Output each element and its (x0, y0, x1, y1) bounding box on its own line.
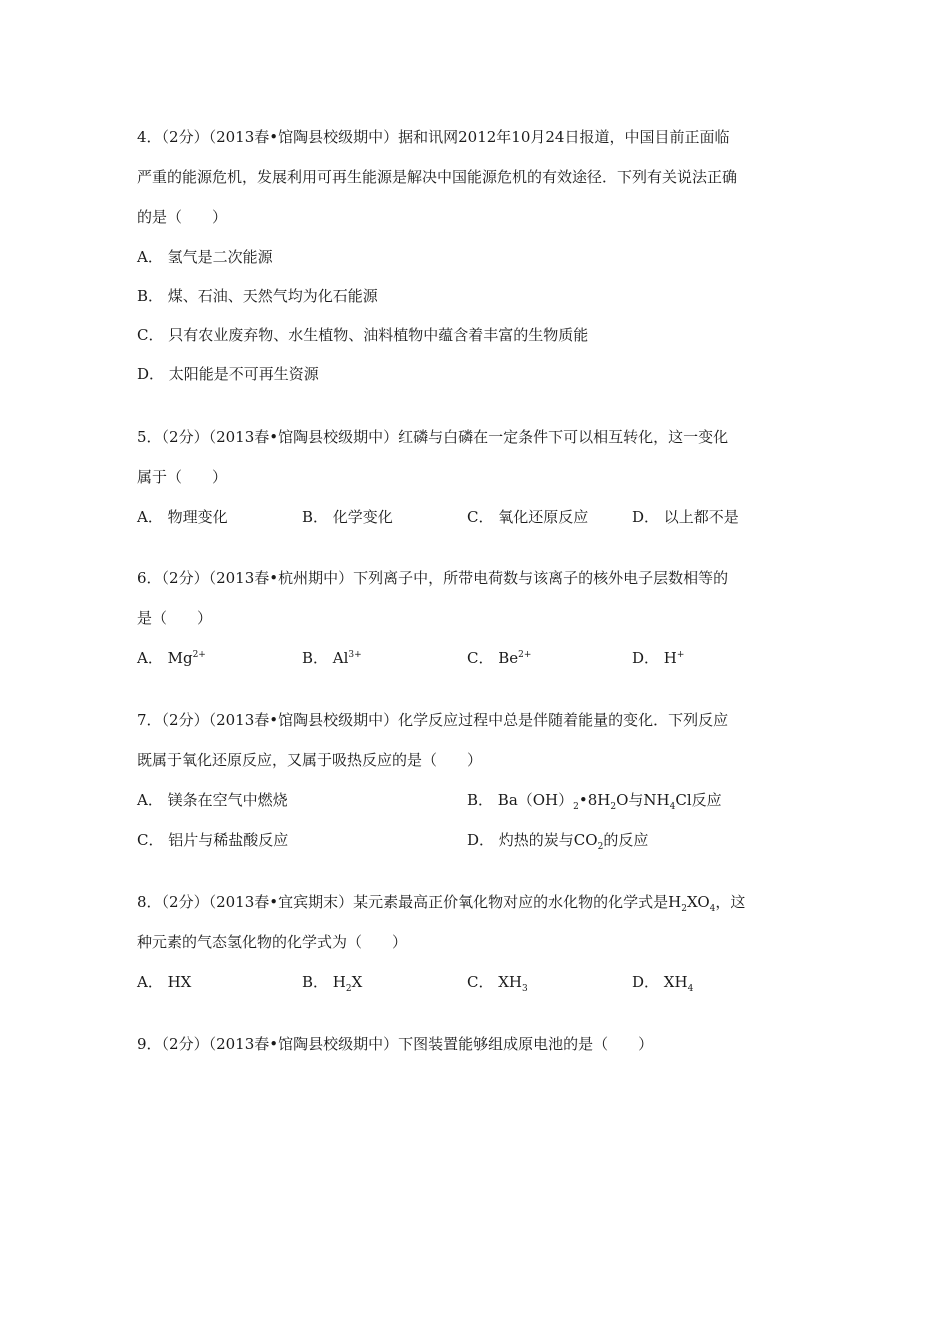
question-4 (137, 127, 817, 403)
question-7-option-d: D． 灼热的炭与$CO_2$的反应 (467, 831, 649, 852)
question-5-option-a: A． 物理变化 (137, 508, 228, 526)
question-9 (137, 1034, 817, 1074)
question-5-stem-line-2: 属于（ ） (137, 468, 228, 486)
question-9-stem-line-1: 9．（2分）（2013春•馆陶县校级期中）下图装置能够组成原电池的是（ ） (137, 1035, 654, 1053)
question-5 (137, 427, 817, 547)
question-4-option-b: B． 煤、石油、天然气均为化石能源 (137, 287, 378, 305)
question-4-stem-line-2: 严重的能源危机，发展利用可再生能源是解决中国能源危机的有效途径．下列有关说法正确 (137, 168, 738, 186)
question-7-option-b: B． $Ba(OH)_2•8H_2O$与$NH_4Cl$反应 (467, 791, 722, 812)
question-4-stem-line-3: 的是（ ） (137, 208, 228, 226)
question-5-option-c: C． 氧化还原反应 (467, 508, 589, 526)
question-6-stem-line-2: 是（ ） (137, 609, 213, 627)
question-6-stem-line-1: 6．（2分）（2013春•杭州期中）下列离子中，所带电荷数与该离子的核外电子层数相等的 (137, 569, 729, 587)
question-7-stem-line-2: 既属于氧化还原反应，又属于吸热反应的是（ ） (137, 751, 483, 769)
question-8-option-b: B． $H_2X$ (302, 973, 363, 994)
question-7-option-c: C． 铝片与稀盐酸反应 (137, 831, 289, 849)
question-8-options (137, 972, 817, 1012)
question-6-option-b: B． $Al^{3+}$ (302, 649, 362, 667)
question-7-option-a: A． 镁条在空气中燃烧 (137, 791, 288, 809)
question-8-option-a: A． HX (137, 973, 192, 991)
question-4-option-a: A． 氢气是二次能源 (137, 248, 273, 266)
question-7-options-row-1 (137, 790, 817, 830)
question-6-options (137, 648, 817, 688)
question-8-option-c: C． $XH_3$ (467, 973, 528, 994)
question-6 (137, 568, 817, 688)
question-4-option-c: C． 只有农业废弃物、水生植物、油料植物中蕴含着丰富的生物质能 (137, 326, 589, 344)
question-5-stem-line-1: 5．（2分）（2013春•馆陶县校级期中）红磷与白磷在一定条件下可以相互转化，这一变化 (137, 428, 729, 446)
question-6-option-a: A． $Mg^{2+}$ (137, 649, 206, 667)
question-5-option-d: D． 以上都不是 (632, 508, 739, 526)
question-4-stem-line-1: 4．（2分）（2013春•馆陶县校级期中）据和讯网2012年10月24日报道，中国目前正面临 (137, 128, 730, 146)
question-7 (137, 710, 817, 870)
question-4-option-d: D． 太阳能是不可再生资源 (137, 365, 319, 383)
question-7-options-row-2 (137, 830, 817, 870)
question-6-option-c: C． $Be^{2+}$ (467, 649, 532, 667)
question-8-stem-line-2: 种元素的气态氢化物的化学式为（ ） (137, 933, 408, 951)
question-5-option-b: B． 化学变化 (302, 508, 393, 526)
question-5-options (137, 507, 817, 547)
question-6-option-d: D． H+ (632, 649, 685, 667)
question-7-stem-line-1: 7．（2分）（2013春•馆陶县校级期中）化学反应过程中总是伴随着能量的变化．下列反应 (137, 711, 729, 729)
question-8-option-d: D． $XH_4$ (632, 973, 694, 994)
question-8-stem-line-1: 8．（2分）（2013春•宜宾期末）某元素最高正价氧化物对应的水化物的化学式是$H_2XO_4$，这 (137, 893, 746, 914)
question-8 (137, 892, 817, 1012)
